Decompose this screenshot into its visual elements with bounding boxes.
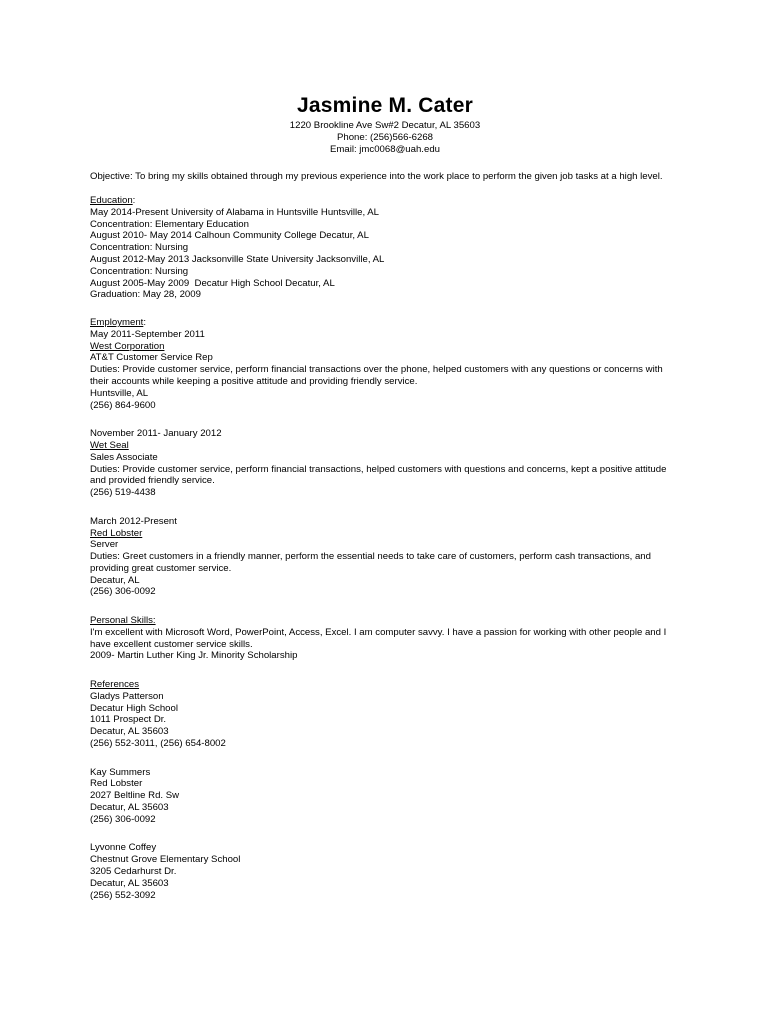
reference-street: 3205 Cedarhurst Dr. [90, 866, 177, 878]
job-employer: Wet Seal [90, 439, 129, 451]
job-entry [90, 329, 680, 412]
reference-street: 1011 Prospect Dr. [90, 714, 167, 726]
reference-name: Lyvonne Coffey [90, 842, 157, 854]
job-title: AT&T Customer Service Rep [90, 352, 213, 364]
job-dates: May 2011-September 2011 [90, 328, 205, 340]
reference-phone: (256) 306-0092 [90, 813, 156, 825]
employment-section [90, 317, 680, 598]
education-line: August 2005-May 2009 Decatur High School Decatur, AL [90, 277, 335, 289]
education-line: August 2010- May 2014 Calhoun Community College Decatur, AL [90, 230, 369, 242]
education-line: Concentration: Nursing [90, 242, 189, 254]
education-heading: Education: [90, 194, 136, 206]
objective: Objective: To bring my skills obtained through my previous experience into the work place to perform the given job tasks at a high level. [90, 171, 663, 183]
email: Email: jmc0068@uah.edu [329, 143, 440, 155]
resume-page [90, 92, 680, 901]
education-section [90, 195, 680, 301]
employment-heading: Employment: [90, 316, 146, 328]
reference-name: Kay Summers [90, 766, 151, 778]
job-employer: West Corporation [90, 340, 165, 352]
job-title: Sales Associate [90, 451, 158, 463]
reference-org: Decatur High School [90, 702, 178, 714]
job-entry [90, 516, 680, 599]
reference-org: Red Lobster [90, 778, 143, 790]
education-line: August 2012-May 2013 Jacksonville State University Jacksonville, AL [90, 253, 385, 265]
applicant-name: Jasmine M. Cater [297, 94, 473, 117]
resume-header [90, 92, 680, 155]
reference-entry [90, 842, 680, 901]
award: 2009- Martin Luther King Jr. Minority Scholarship [90, 650, 298, 662]
reference-phone: (256) 552-3011, (256) 654-8002 [90, 738, 226, 750]
job-phone: (256) 864-9600 [90, 399, 156, 411]
job-location: Huntsville, AL [90, 387, 149, 399]
reference-entry [90, 691, 680, 750]
education-line: May 2014-Present University of Alabama in Huntsville Huntsville, AL [90, 206, 380, 218]
job-entry [90, 428, 680, 499]
education-line: Concentration: Elementary Education [90, 218, 249, 230]
reference-city: Decatur, AL 35603 [90, 726, 169, 738]
reference-city: Decatur, AL 35603 [90, 877, 169, 889]
address: 1220 Brookline Ave Sw#2 Decatur, AL 35603 [289, 120, 481, 131]
education-line: Concentration: Nursing [90, 265, 189, 277]
job-duties: Duties: Provide customer service, perform financial transactions over the phone, helped customers with any questions or concerns with their accounts while keeping a positive attitude and providing friendly service. [90, 364, 663, 387]
skills-text: I'm excellent with Microsoft Word, PowerPoint, Access, Excel. I am computer savvy. I have a passion for working with other people and I have excellent customer service skills. [90, 626, 667, 650]
reference-org: Chestnut Grove Elementary School [90, 854, 241, 866]
job-phone: (256) 519-4438 [90, 487, 156, 499]
reference-street: 2027 Beltline Rd. Sw [90, 790, 180, 802]
job-location: Decatur, AL [90, 574, 140, 586]
education-line: Graduation: May 28, 2009 [90, 289, 201, 301]
reference-city: Decatur, AL 35603 [90, 802, 169, 814]
job-phone: (256) 306-0092 [90, 586, 156, 598]
skills-section [90, 615, 680, 662]
reference-phone: (256) 552-3092 [90, 889, 156, 901]
job-dates: November 2011- January 2012 [90, 428, 222, 440]
references-heading: References [90, 679, 140, 691]
references-section [90, 679, 680, 901]
phone: Phone: (256)566-6268 [336, 131, 433, 143]
job-employer: Red Lobster [90, 527, 143, 539]
job-dates: March 2012-Present [90, 515, 177, 527]
job-title: Server [90, 539, 119, 551]
reference-name: Gladys Patterson [90, 690, 164, 702]
skills-heading: Personal Skills: [90, 615, 156, 627]
reference-entry [90, 767, 680, 826]
job-duties: Duties: Greet customers in a friendly manner, perform the essential needs to take care of customers, perform cash transactions, and providing great customer service. [90, 551, 651, 574]
job-duties: Duties: Provide customer service, perform financial transactions, helped customers with questions and concerns, kept a positive attitude and provided friendly service. [90, 463, 667, 487]
